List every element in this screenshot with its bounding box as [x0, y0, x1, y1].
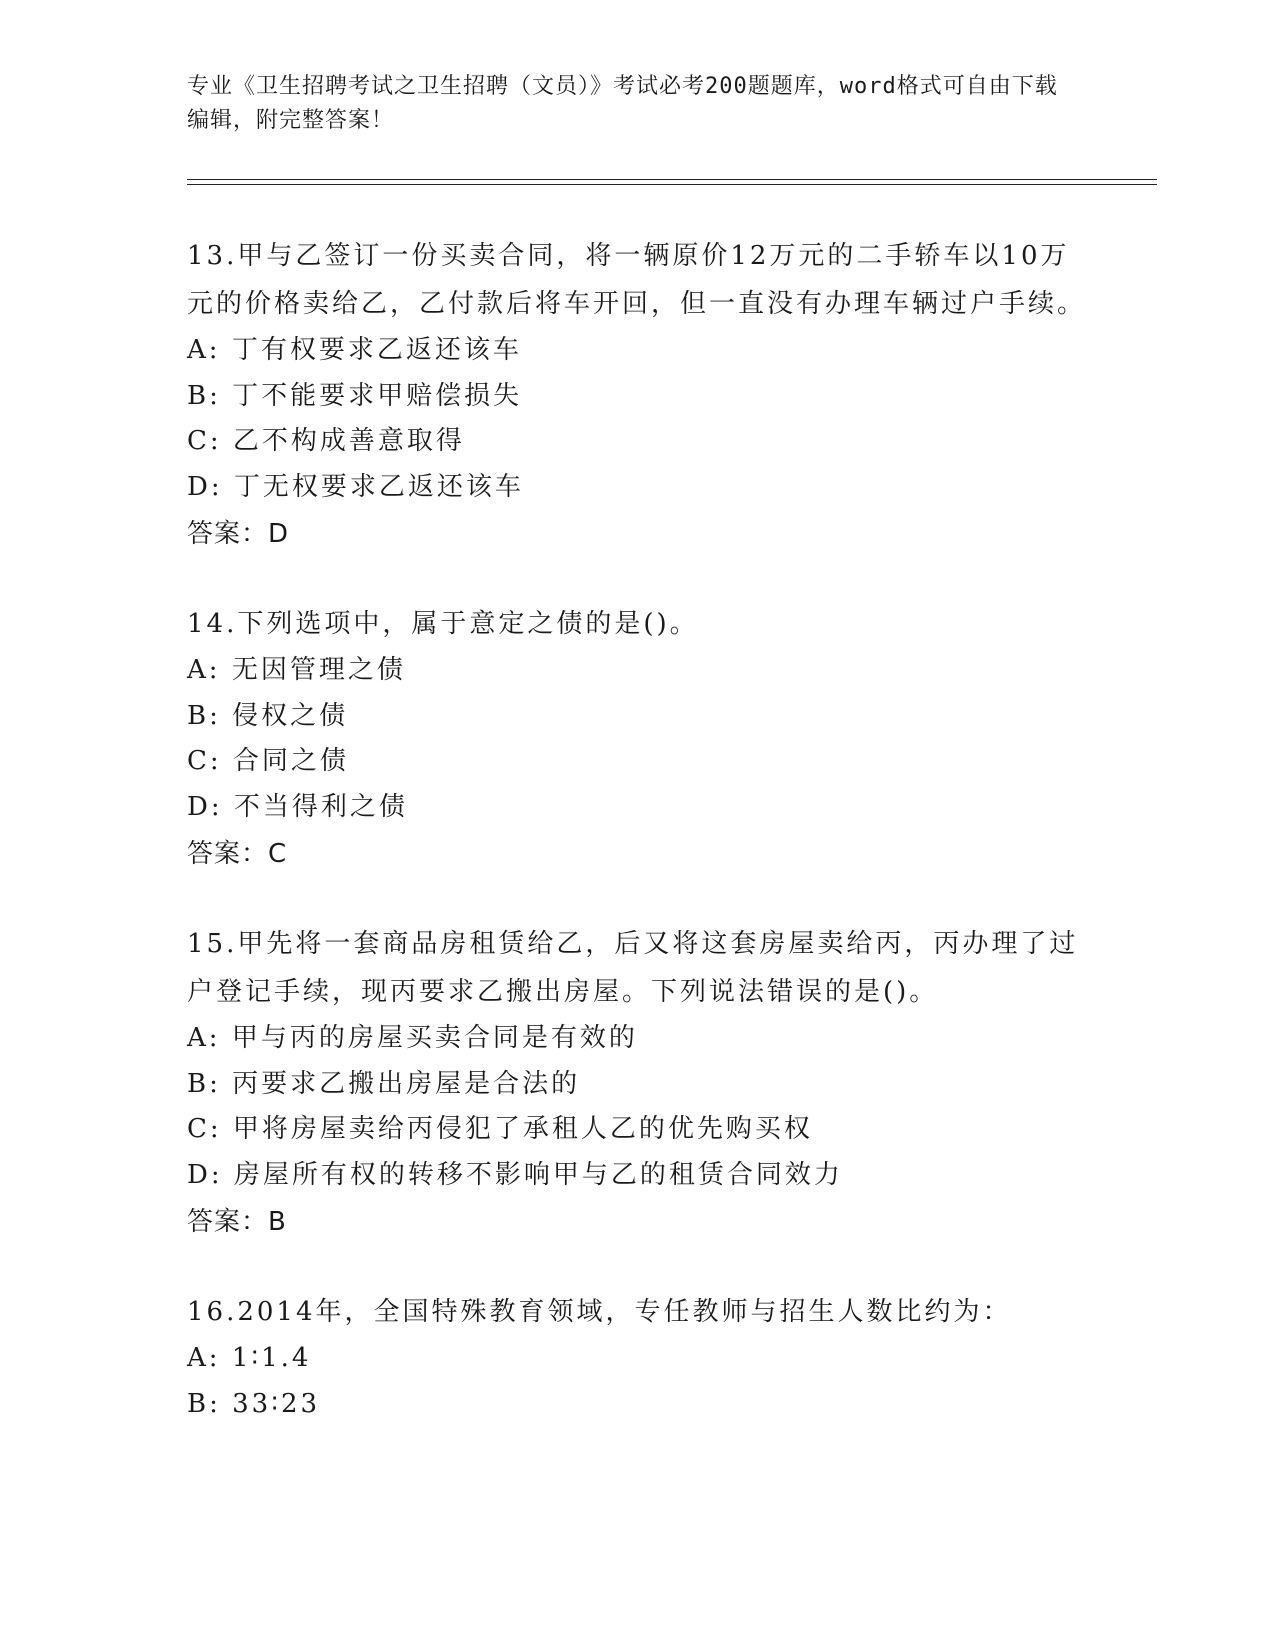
option-letter: B: — [187, 1388, 221, 1419]
option-d — [187, 785, 1087, 831]
option-text: 侵权之债 — [232, 700, 349, 731]
option-b — [187, 1062, 1087, 1108]
header-divider-top — [187, 179, 1157, 180]
answer-label: 答案：B — [187, 1207, 287, 1237]
option-letter: B: — [187, 380, 221, 411]
header-divider-bottom — [187, 184, 1157, 185]
option-letter: B: — [187, 700, 221, 731]
option-letter: A: — [187, 335, 221, 365]
question-stem: 15.甲先将一套商品房租赁给乙，后又将这套房屋卖给丙，丙办理了过户登记手续，现丙要求乙搬出房屋。下列说法错误的是()。 — [187, 929, 1079, 1007]
option-letter: D: — [187, 791, 223, 822]
option-b — [187, 694, 1087, 740]
question-16 — [187, 1288, 1087, 1427]
document-header: 专业《卫生招聘考试之卫生招聘（文员）》考试必考200题题库，word格式可自由下载编辑，附完整答案！ — [187, 74, 1058, 133]
option-text: 33∶23 — [232, 1388, 321, 1419]
answer-label: 答案：D — [187, 519, 290, 549]
option-b — [187, 374, 1087, 420]
option-letter: D: — [187, 1159, 223, 1190]
option-letter: C: — [187, 426, 222, 456]
option-a — [187, 328, 1087, 374]
option-d — [187, 465, 1087, 511]
option-a — [187, 1336, 1087, 1382]
option-text: 房屋所有权的转移不影响甲与乙的租赁合同效力 — [233, 1159, 843, 1190]
option-letter: A: — [187, 1343, 221, 1373]
option-letter: C: — [187, 746, 222, 776]
option-letter: D: — [187, 471, 223, 502]
question-stem: 16.2014年，全国特殊教育领域，专任教师与招生人数比约为： — [187, 1297, 1012, 1327]
option-letter: C: — [187, 1114, 222, 1144]
option-d — [187, 1153, 1087, 1199]
option-text: 丙要求乙搬出房屋是合法的 — [232, 1068, 581, 1099]
option-text: 甲将房屋卖给丙侵犯了承租人乙的优先购买权 — [232, 1114, 813, 1144]
option-c — [187, 419, 1087, 465]
question-13 — [187, 232, 1087, 558]
option-text: 丁无权要求乙返还该车 — [233, 471, 524, 502]
option-b — [187, 1382, 1087, 1428]
option-text: 丁有权要求乙返还该车 — [231, 335, 522, 365]
option-a — [187, 1016, 1087, 1062]
option-letter: A: — [187, 655, 221, 685]
option-text: 不当得利之债 — [233, 791, 408, 822]
question-14 — [187, 600, 1087, 878]
option-c — [187, 1107, 1087, 1153]
answer-label: 答案：C — [187, 839, 288, 869]
question-stem: 13.甲与乙签订一份买卖合同，将一辆原价12万元的二手轿车以10万元的价格卖给乙，乙付款后将车开回，但一直没有办理车辆过户手续。 — [187, 241, 1087, 319]
question-list — [187, 232, 1087, 1469]
option-text: 合同之债 — [232, 746, 349, 776]
option-letter: A: — [187, 1023, 221, 1053]
option-text: 1∶1.4 — [231, 1343, 312, 1373]
question-15 — [187, 920, 1087, 1246]
option-a — [187, 648, 1087, 694]
option-c — [187, 739, 1087, 785]
option-letter: B: — [187, 1068, 221, 1099]
option-text: 丁不能要求甲赔偿损失 — [232, 380, 523, 411]
option-text: 乙不构成善意取得 — [232, 426, 465, 456]
option-text: 无因管理之债 — [231, 655, 406, 685]
option-text: 甲与丙的房屋买卖合同是有效的 — [231, 1023, 638, 1053]
question-stem: 14.下列选项中，属于意定之债的是()。 — [187, 609, 699, 639]
